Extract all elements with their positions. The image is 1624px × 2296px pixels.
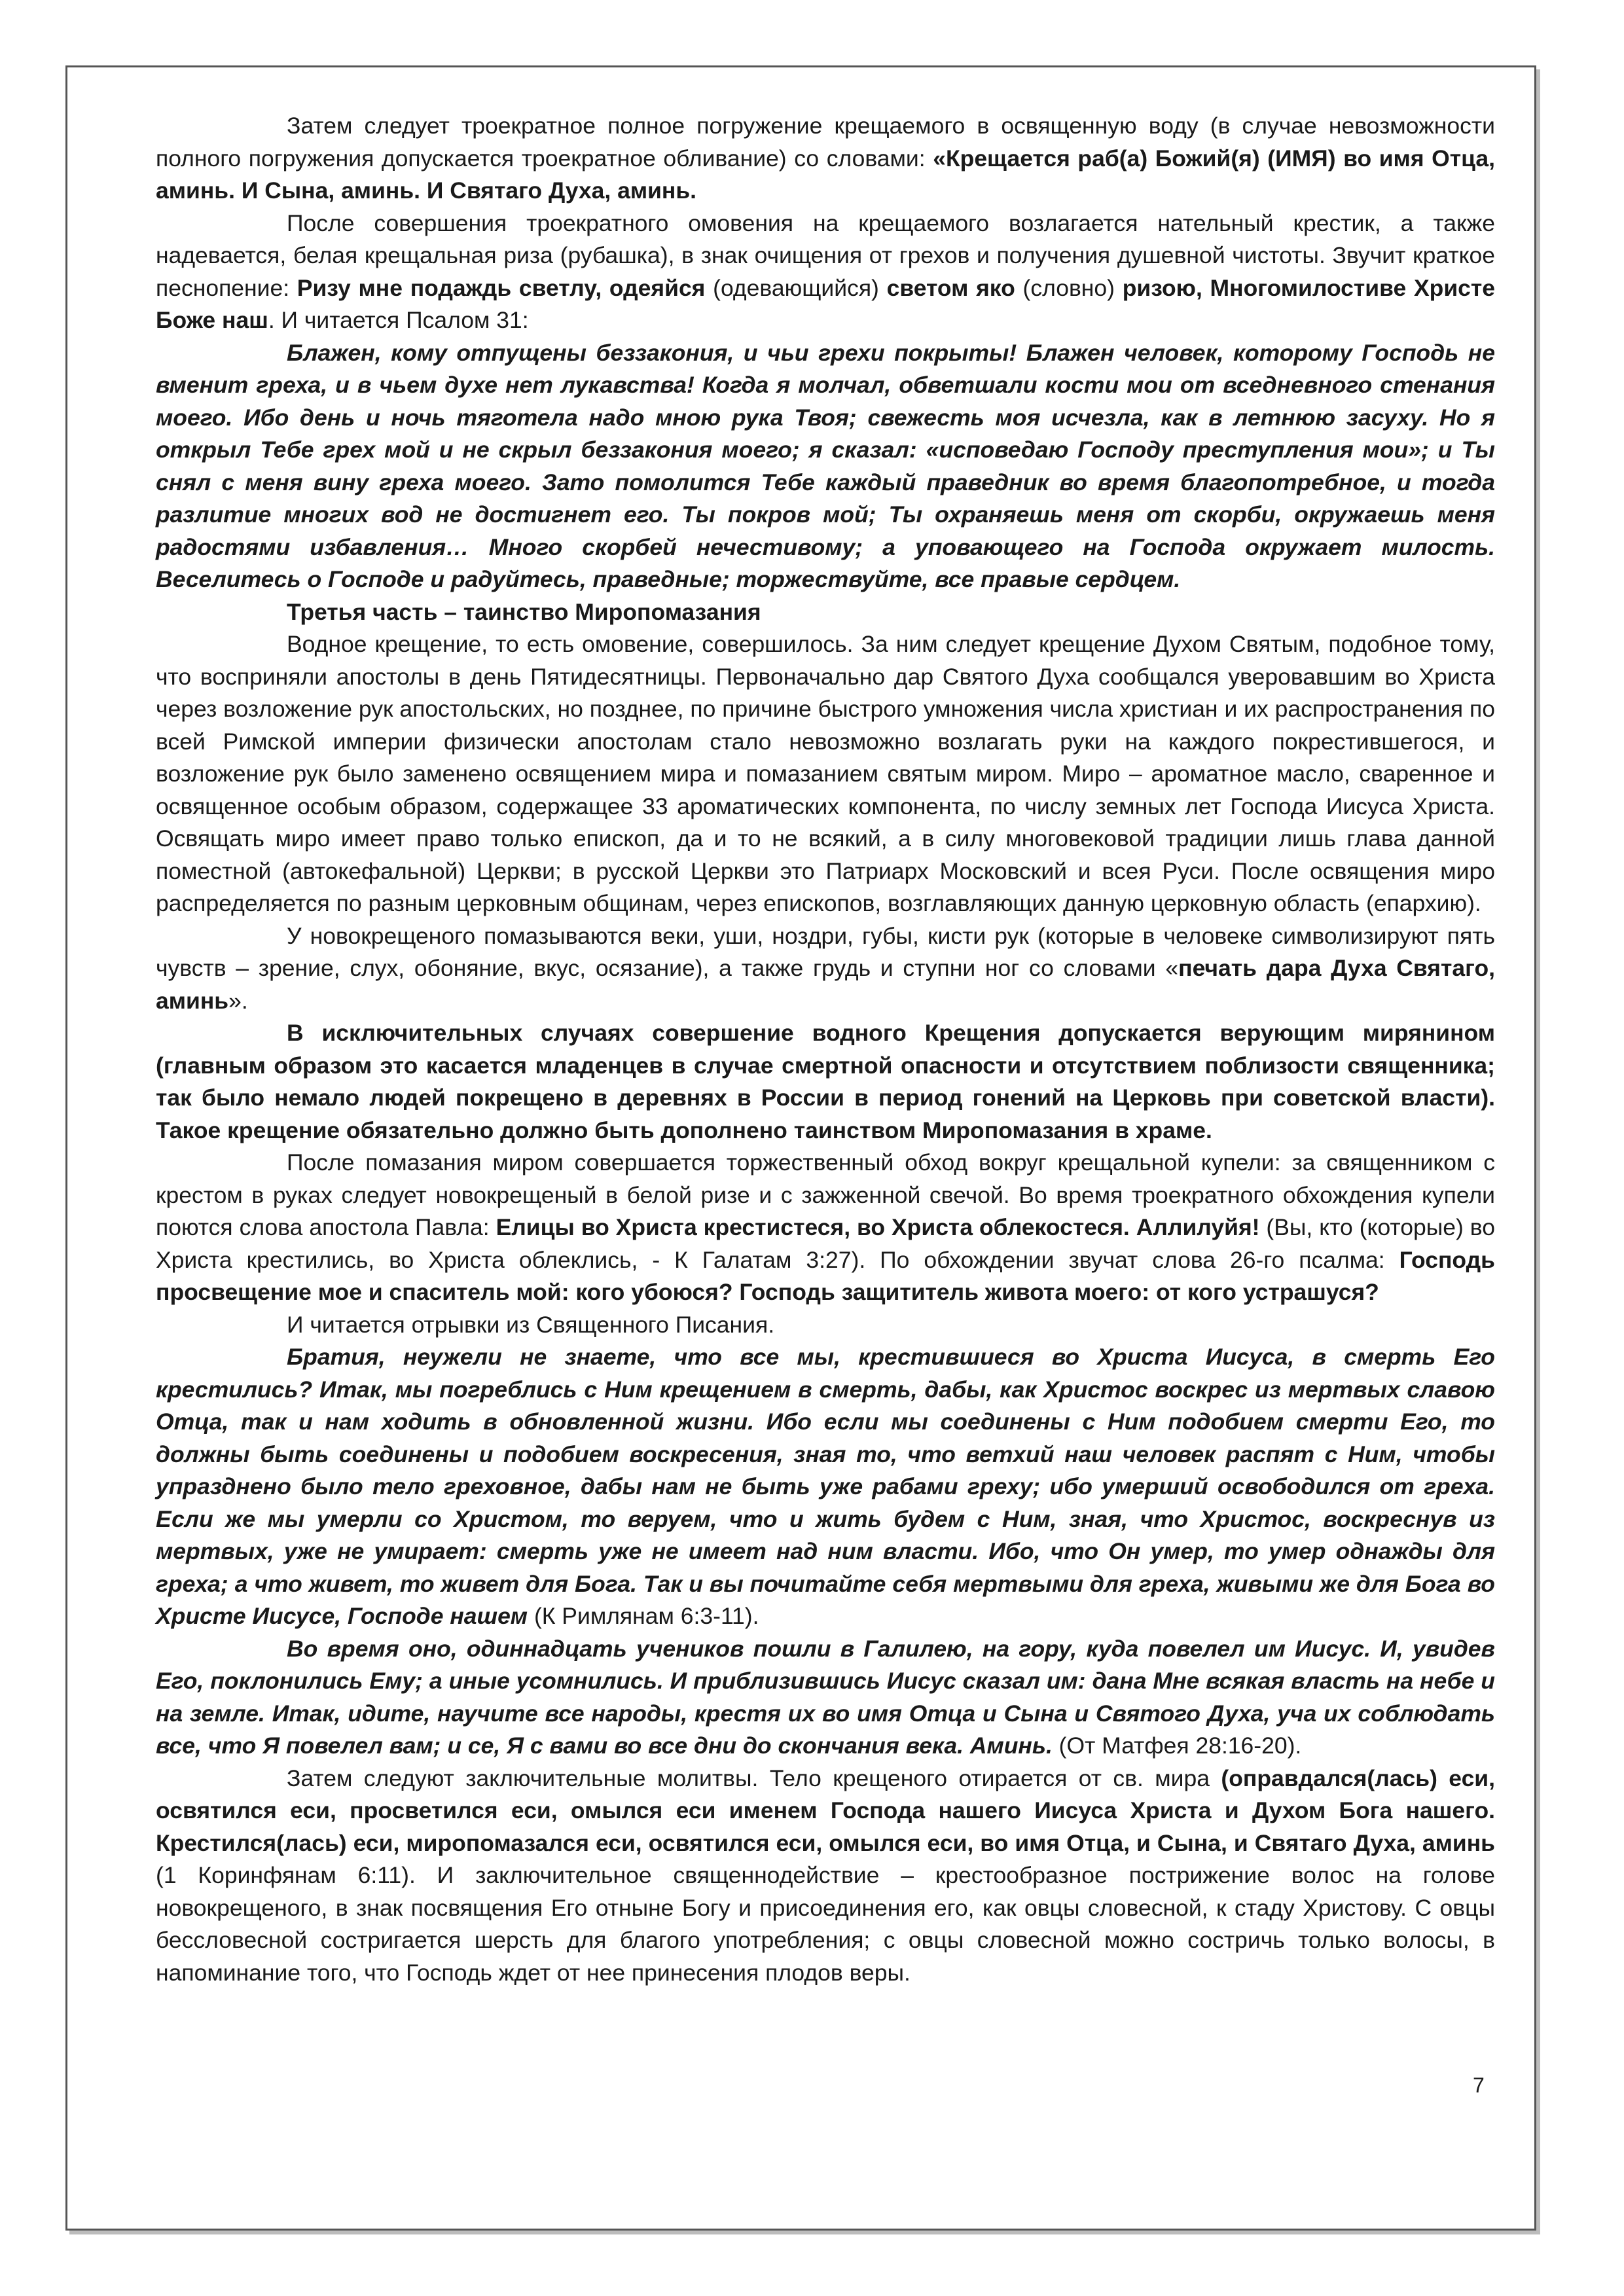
text-run-bold: «Крещается раб(а) Божий(я) (ИМЯ) во имя Отца, аминь. И Сына, аминь. И Святаго Духа, аминь. <box>156 145 1495 204</box>
text-run-bold: ризою, Многомилостиве Христе Боже наш <box>156 274 1496 333</box>
text-run: Затем следует троекратное полное погружение крещаемого в освященную воду (в случае невозможности полного погружения допускается троекратное обливание) со словами: <box>156 113 1495 171</box>
text-run-bold: светом яко <box>886 274 1015 301</box>
page-number: 7 <box>1473 2073 1485 2097</box>
text-run-bold: печать дара Духа Святаго, аминь <box>156 955 1495 1014</box>
text-run: . И читается Псалом 31: <box>268 307 529 333</box>
paragraph-matthew <box>156 1633 1495 1763</box>
paragraph-12 <box>156 1763 1495 1990</box>
paragraph-exceptional-cases <box>156 1017 1495 1147</box>
paragraph-psalm-31 <box>156 337 1495 596</box>
text-run: После совершения троекратного омовения на крещаемого возлагается нательный крестик, а также надевается, белая крещальная риза (рубашка), в знак очищения от грехов и получения душевной чистоты. Звучит краткое песнопение: <box>156 209 1495 301</box>
text-run-bold: Господь просвещение мое и спаситель мой: кого убоюся? Господь защититель живота моего: от кого устрашуся? <box>156 1246 1495 1305</box>
text-run: (К Римлянам 6:3-11). <box>528 1603 759 1629</box>
paragraph-4 <box>156 628 1495 920</box>
text-run: Затем следуют заключительные молитвы. Тело крещеного отирается от св. мира <box>287 1765 1221 1791</box>
paragraph-5 <box>156 920 1495 1018</box>
text-run-bold-italic: Блажен, кому отпущены беззакония, и чьи грехи покрыты! Блажен человек, которому Господь не вменит греха, и в чьем духе нет лукавства! Когда я молчал, обветшали кости мои от вседневного стенания моего. Ибо день и ночь тяготела надо мною рука Твоя; свежесть моя исчезла, как в летнюю засуху. Но я открыл Тебе грех мой и не скрыл беззакония моего; я сказал: «исповедаю Господу преступления мои»; и Ты снял с меня вину греха моего. Зато помолится Тебе каждый праведник во время благопотребное, и тогда разлитие многих вод не достигнет его. Ты покров мой; Ты охраняешь меня от скорби, окружаешь меня радостями избавления… Много скорбей нечестивому; а уповающего на Господа окружает милость. Веселитесь о Господе и радуйтесь, праведные; торжествуйте, все правые сердцем. <box>156 339 1495 592</box>
text-run: И читается отрывки из Священного Писания. <box>287 1311 775 1338</box>
text-run: ». <box>228 987 248 1014</box>
text-run: После помазания миром совершается торжественный обход вокруг крещальной купели: за священником с крестом в руках следует новокрещеный в белой ризе и с зажженной свечой. Во время троекратного обхождения купели поются слова апостола Павла: <box>156 1149 1495 1240</box>
paragraph-romans <box>156 1341 1495 1633</box>
text-run: (Вы, кто (которые) во Христа крестились, во Христа облеклись, - К Галатам 3:27). По обхождении звучат слова 26-го псалма: <box>156 1214 1495 1273</box>
text-run: Водное крещение, то есть омовение, совершилось. За ним следует крещение Духом Святым, подобное тому, что восприняли апостолы в день Пятидесятницы. Первоначально дар Святого Духа сообщался уверовавшим во Христа через возложение рук апостольских, но позднее, по причине быстрого умножения числа христиан и их распространения по всей Римской империи физически апостолам стало невозможно возлагать руки на каждого покрестившегося, и возложение рук было заменено освящением мира и помазанием святым миром. Миро – ароматное масло, сваренное и освященное особым образом, содержащее 33 ароматических компонента, по числу земных лет Господа Иисуса Христа. Освящать миро имеет право только епископ, да и то не всякий, а в силу многовековой традиции лишь глава данной поместной (автокефальной) Церкви; в русской Церкви это Патриарх Московский и всея Руси. После освящения миро распределяется по разным церковным общинам, через епископов, возглавляющих данную церковную область (епархию). <box>156 631 1495 916</box>
paragraph-7 <box>156 1147 1495 1309</box>
text-run: У новокрещеного помазываются веки, уши, ноздри, губы, кисти рук (которые в человеке символизируют пять чувств – зрение, слух, обоняние, вкус, осязание), а также грудь и ступни ног со словами « <box>156 922 1495 981</box>
text-run: (1 Коринфянам 6:11). И заключительное священнодействие – крестообразное пострижение волос на голове новокрещеного, в знак посвящения Его отныне Богу и присоединения его, как овцы словесной, к стаду Христову. С овцы бессловесной состригается шерсть для благого употребления; с овцы словесной можно состричь только волосы, в напоминание того, что Господь ждет от нее принесения плодов веры. <box>156 1862 1495 1986</box>
text-run: (От Матфея 28:16-20). <box>1052 1732 1302 1759</box>
text-run-bold: (оправдался(лась) еси, освятился еси, просветился еси, омылся еси именем Господа нашего Иисуса Христа и Духом Бога нашего. Крестился(лась) еси, миропомазался еси, освятился еси, омылся еси, во имя Отца, и Сына, и Святаго Духа, аминь <box>156 1765 1495 1856</box>
section-heading <box>156 596 1495 629</box>
text-run: (словно) <box>1015 274 1123 301</box>
text-run-bold: В исключительных случаях совершение водного Крещения допускается верующим мирянином (главным образом это касается младенцев в случае смертной опасности и отсутствием поблизости священника; так было немало людей покрещено в деревнях в России в период гонений на Церковь при советской власти). Такое крещение обязательно должно быть дополнено таинством Миропомазания в храме. <box>156 1020 1495 1143</box>
text-run-bold-italic: Во время оно, одиннадцать учеников пошли в Галилею, на гору, куда повелел им Иисус. И, увидев Его, поклонились Ему; а иные усомнились. И приблизившись Иисус сказал им: дана Мне всякая власть на небе и на земле. Итак, идите, научите все народы, крестя их во имя Отца и Сына и Святого Духа, уча их соблюдать все, что Я повелел вам; и се, Я с вами во все дни до скончания века. Аминь. <box>156 1635 1495 1759</box>
paragraph-2 <box>156 207 1495 337</box>
text-run-bold: Ризу мне подаждь светлу, одеяйся <box>297 274 706 301</box>
text-run: (одевающийся) <box>705 274 887 301</box>
paragraph-1 <box>156 110 1495 207</box>
paragraph-8 <box>156 1309 1495 1342</box>
heading-text: Третья часть – таинство Миропомазания <box>287 598 761 625</box>
document-body <box>156 110 1495 1989</box>
text-run-bold-italic: Братия, неужели не знаете, что все мы, крестившиеся во Христа Иисуса, в смерть Его крестились? Итак, мы погреблись с Ним крещением в смерть, дабы, как Христос воскрес из мертвых славою Отца, так и нам ходить в обновленной жизни. Ибо если мы соединены с Ним подобием смерти Его, то должны быть соединены и подобием воскресения, зная то, что ветхий наш человек распят с Ним, чтобы упразднено было тело греховное, дабы нам не быть уже рабами греху; ибо умерший освободился от греха. Если же мы умерли со Христом, то веруем, что и жить будем с Ним, зная, что Христос, воскреснув из мертвых, уже не умирает: смерть уже не имеет над ним власти. Ибо, что Он умер, то умер однажды для греха; а что живет, то живет для Бога. Так и вы почитайте себя мертвыми для греха, живыми же для Бога во Христе Иисусе, Господе нашем <box>156 1344 1495 1629</box>
text-run-bold: Елицы во Христа крестистеся, во Христа облекостеся. Аллилуйя! <box>496 1214 1260 1240</box>
